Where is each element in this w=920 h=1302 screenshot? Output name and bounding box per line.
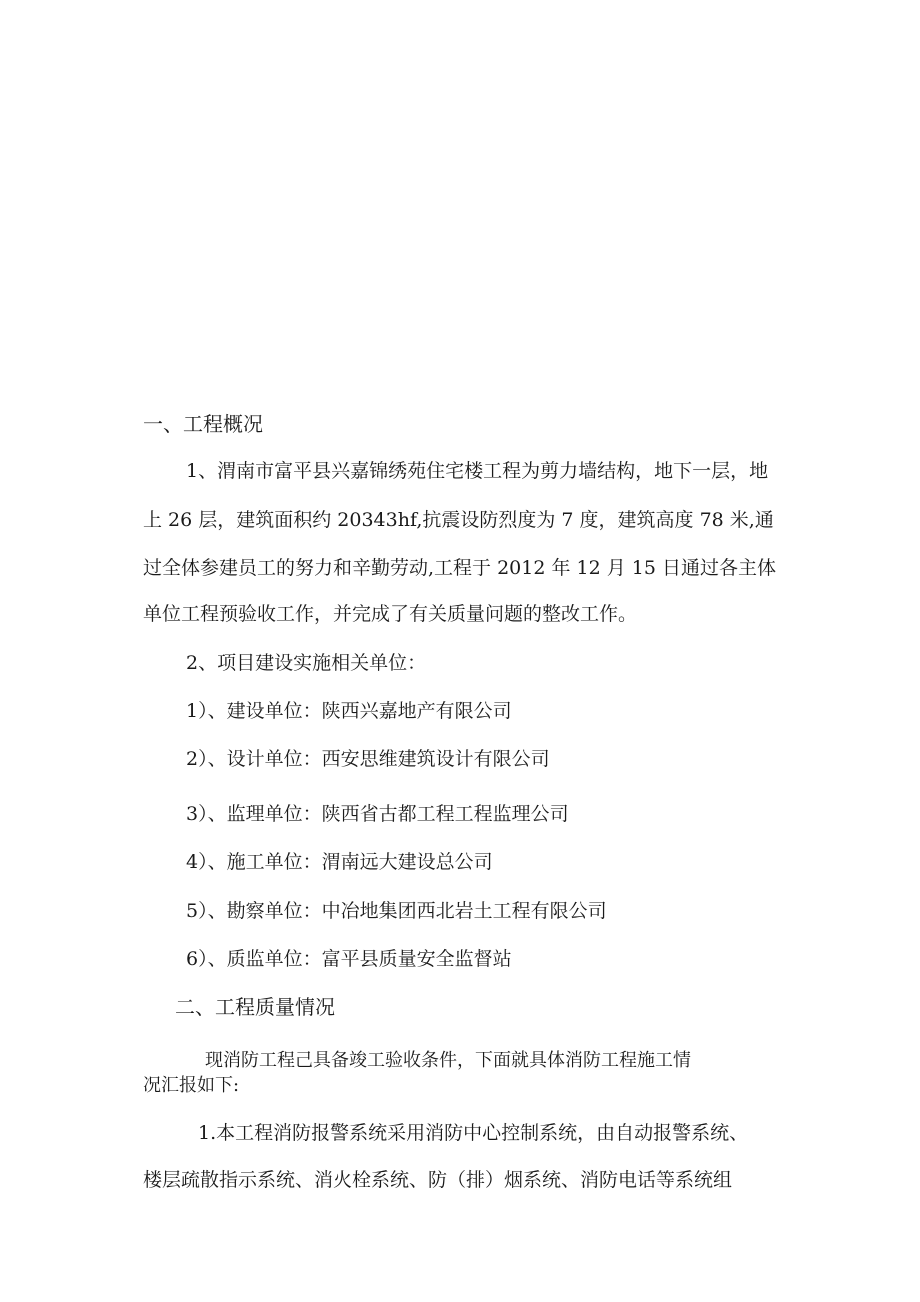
- paragraph-line: 楼层疏散指示系统、消火栓系统、防（排）烟系统、消防电话等系统组: [143, 1169, 733, 1191]
- paragraph-line: 单位工程预验收工作，并完成了有关质量问题的整改工作。: [143, 603, 638, 625]
- unit-item-quality-supervision: 6）、质监单位：富平县质量安全监督站: [186, 948, 512, 970]
- paragraph-line: 过全体参建员工的努力和辛勤劳动,工程于 2012 年 12 月 15 日通过各主体: [143, 557, 776, 579]
- unit-item-construction: 1）、建设单位：陕西兴嘉地产有限公司: [186, 700, 512, 722]
- section-heading-quality: 二、工程质量情况: [175, 995, 335, 1019]
- unit-item-survey: 5）、勘察单位：中冶地集团西北岩土工程有限公司: [186, 900, 607, 922]
- paragraph-line: 1、渭南市富平县兴嘉锦绣苑住宅楼工程为剪力墙结构，地下一层，地: [186, 460, 769, 482]
- paragraph-line: 1.本工程消防报警系统采用消防中心控制系统，由自动报警系统、: [198, 1122, 749, 1144]
- unit-item-contractor: 4）、施工单位：渭南远大建设总公司: [186, 851, 493, 873]
- section-heading-overview: 一、工程概况: [143, 412, 263, 436]
- paragraph-line: 上 26 层，建筑面积约 20343hf,抗震设防烈度为 7 度，建筑高度 78 米,通: [143, 509, 774, 531]
- unit-item-design: 2）、设计单位：西安思维建筑设计有限公司: [186, 748, 550, 770]
- unit-item-supervision: 3）、监理单位：陕西省古都工程工程监理公司: [186, 803, 569, 825]
- units-intro: 2、项目建设实施相关单位：: [186, 652, 427, 674]
- paragraph-line: 况汇报如下:: [143, 1075, 240, 1096]
- paragraph-line: 现消防工程己具备竣工验收条件，下面就具体消防工程施工情: [205, 1050, 691, 1071]
